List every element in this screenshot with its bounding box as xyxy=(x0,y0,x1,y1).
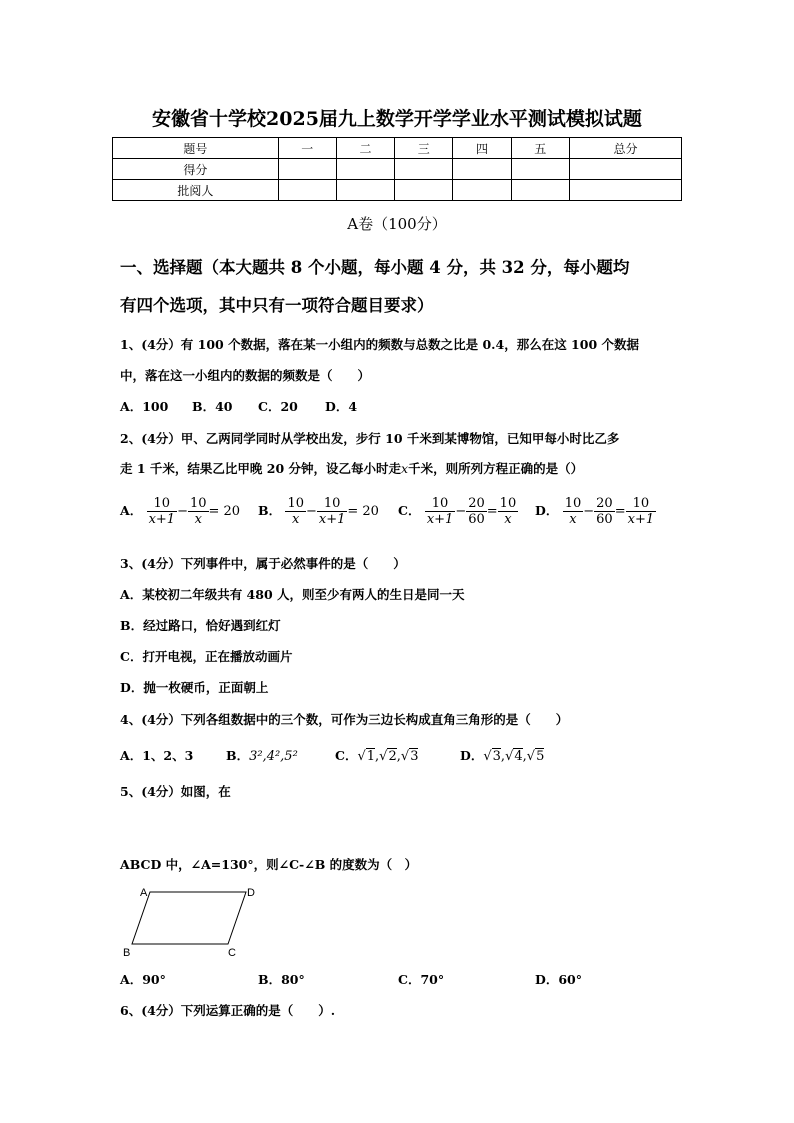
header-cell: 三 xyxy=(395,138,453,159)
q4-option-c: C．√1,√2,√3 xyxy=(335,748,419,764)
header-cell: 五 xyxy=(511,138,569,159)
q5-option-d: D．60° xyxy=(535,972,582,987)
header-cell: 题号 xyxy=(113,138,279,159)
q3-option-d: D．抛一枚硬币，正面朝上 xyxy=(120,680,269,695)
q5-option-c: C．70° xyxy=(398,972,445,987)
score-row xyxy=(113,159,682,180)
q4-option-d: D．√3,√4,√5 xyxy=(460,748,545,764)
q5-stem: 5、(4分）如图，在 xyxy=(120,784,231,799)
q2-option-c: C． $\frac{10}{x+1}$ − $\frac{20}{60}$ = $\frac{10}{x}$ xyxy=(398,496,517,527)
part1-heading-line2: 有四个选项，其中只有一项符合题目要求） xyxy=(120,296,434,315)
section-a-heading: A卷（100分） xyxy=(347,215,447,233)
row-label: 得分 xyxy=(113,159,279,180)
q1-stem-line2: 中，落在这一小组内的数据的频数是（ ） xyxy=(120,368,371,383)
q1-option-b: B．40 xyxy=(192,399,233,414)
part1-heading-line1: 一、选择题（本大题共 8 个小题，每小题 4 分，共 32 分，每小题均 xyxy=(120,258,630,277)
q5-option-b: B．80° xyxy=(258,972,305,987)
parallelogram-shape xyxy=(132,892,246,944)
q1-option-d: D．4 xyxy=(325,399,358,414)
parallelogram-figure xyxy=(118,880,268,962)
q2-stem-line2: 走 1 千米，结果乙比甲晚 20 分钟，设乙每小时走x千米，则所列方程正确的是（） xyxy=(120,461,584,476)
q3-option-a: A．某校初二年级共有 480 人，则至少有两人的生日是同一天 xyxy=(120,587,465,602)
q2-stem-line1: 2、(4分）甲、乙两同学同时从学校出发，步行 10 千米到某博物馆，已知甲每小时比乙多 xyxy=(120,431,620,446)
q3-stem: 3、(4分）下列事件中，属于必然事件的是（ ） xyxy=(120,556,406,571)
header-cell: 二 xyxy=(336,138,394,159)
vertex-label-a: A xyxy=(140,887,148,899)
q5-option-a: A．90° xyxy=(120,972,166,987)
q3-option-c: C．打开电视，正在播放动画片 xyxy=(120,649,293,664)
q5-stem-line2: ABCD 中，∠A=130°，则∠C-∠B 的度数为（ ） xyxy=(120,857,418,872)
q1-option-a: A．100 xyxy=(120,399,169,414)
q1-option-c: C．20 xyxy=(258,399,298,414)
score-table xyxy=(112,137,682,201)
q6-stem: 6、(4分）下列运算正确的是（ ）. xyxy=(120,1003,336,1018)
q4-stem: 4、(4分）下列各组数据中的三个数，可作为三边长构成直角三角形的是（ ） xyxy=(120,712,569,727)
header-cell: 总分 xyxy=(569,138,681,159)
q2-option-b: B． $\frac{10}{x}$ − $\frac{10}{x+1}$ = 20 xyxy=(258,496,379,527)
q3-option-b: B．经过路口，恰好遇到红灯 xyxy=(120,618,281,633)
vertex-label-d: D xyxy=(247,887,255,899)
exam-title: 安徽省十学校2025届九上数学开学学业水平测试模拟试题 xyxy=(152,108,642,130)
reviewer-row xyxy=(113,180,682,201)
header-cell: 四 xyxy=(453,138,511,159)
variable-x: x xyxy=(401,461,409,476)
q2-option-a: A． $\frac{10}{x+1}$ − $\frac{10}{x}$ = 20 xyxy=(120,496,241,527)
score-table-header-row xyxy=(113,138,682,159)
q4-option-a: A．1、2、3 xyxy=(120,748,194,763)
q1-stem-line1: 1、(4分）有 100 个数据，落在某一小组内的频数与总数之比是 0.4，那么在这 100 个数据 xyxy=(120,337,640,352)
q4-option-b: B．3²,4²,5² xyxy=(226,748,298,764)
vertex-label-b: B xyxy=(123,947,131,959)
header-cell: 一 xyxy=(278,138,336,159)
row-label: 批阅人 xyxy=(113,180,279,201)
q2-option-d: D． $\frac{10}{x}$ − $\frac{20}{60}$ = $\frac{10}{x+1}$ xyxy=(535,496,655,527)
vertex-label-c: C xyxy=(228,947,236,959)
